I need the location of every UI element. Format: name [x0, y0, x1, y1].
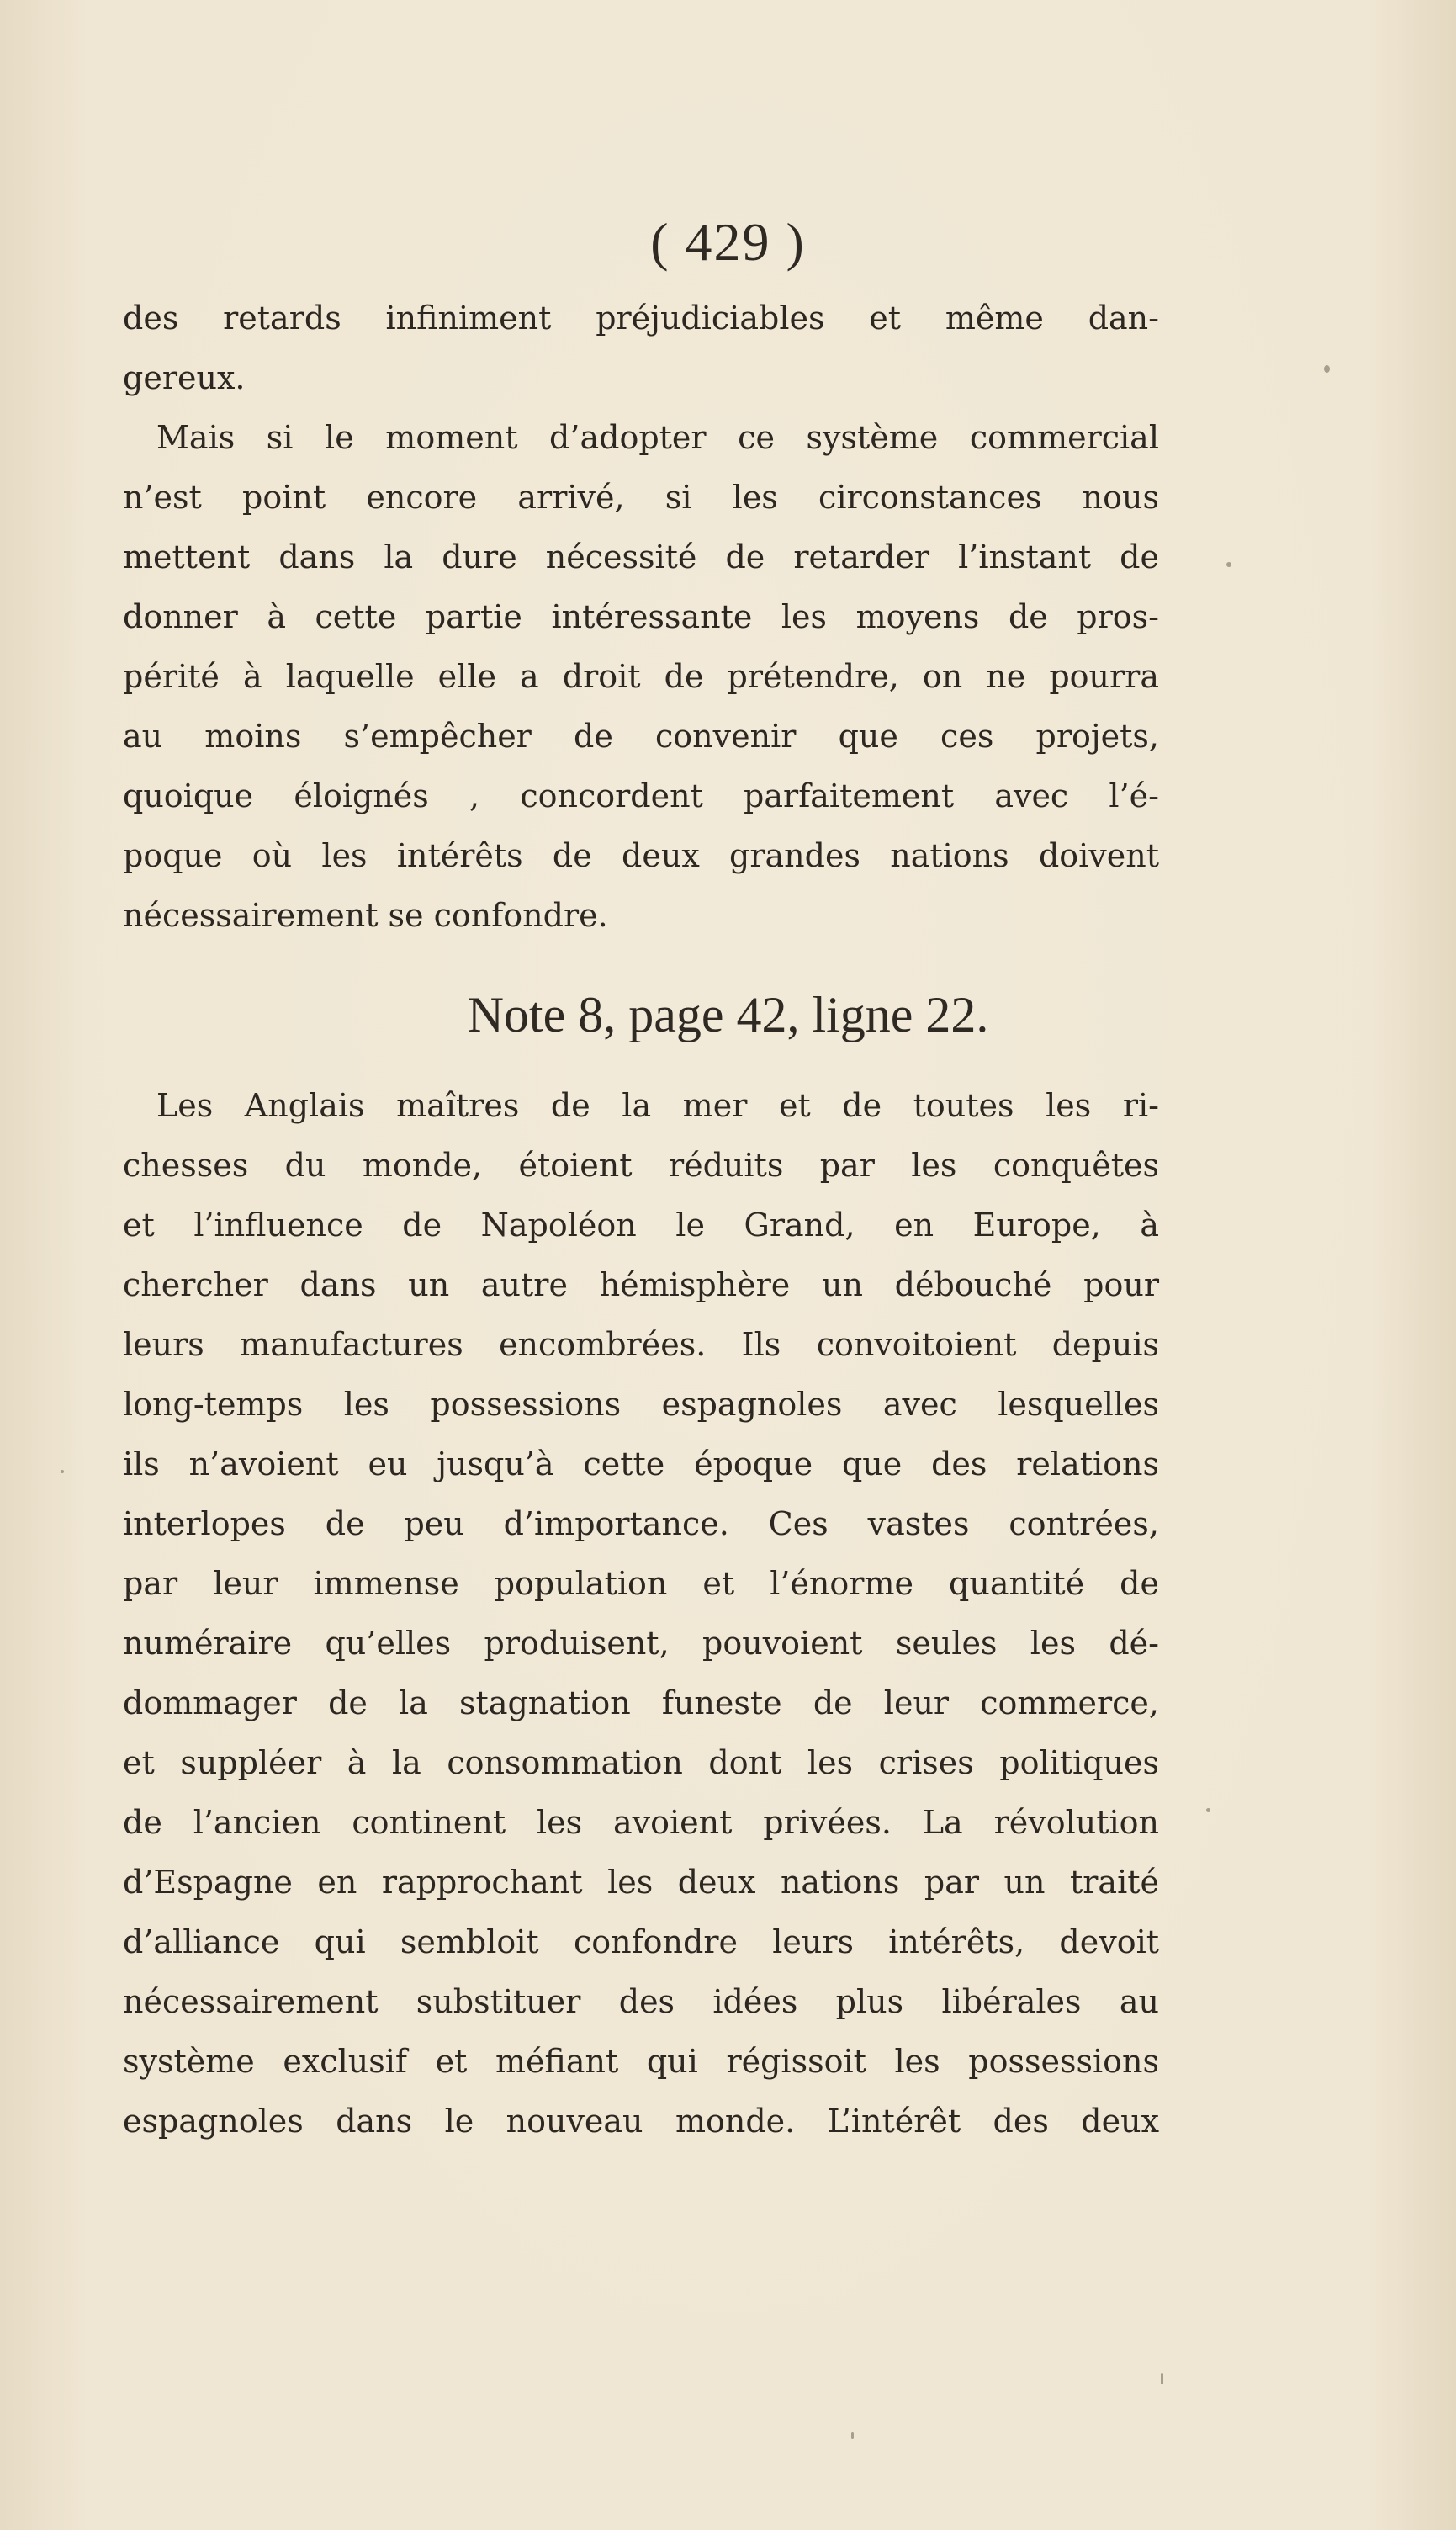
text-line: donner à cette partie intéressante les moyens de pros-: [123, 598, 1159, 635]
text-line: n’est point encore arrivé, si les circonstances nous: [123, 479, 1159, 516]
text-line: par leur immense population et l’énorme quantité de: [123, 1565, 1159, 1602]
text-line: espagnoles dans le nouveau monde. L’intérêt des deux: [123, 2103, 1159, 2140]
text-line: quoique éloignés , concordent parfaitement avec l’é-: [123, 777, 1159, 814]
text-line: ils n’avoient eu jusqu’à cette époque que des relations: [123, 1445, 1159, 1482]
text-line: Mais si le moment d’adopter ce système commercial: [156, 419, 1159, 456]
text-line: long-temps les possessions espagnoles avec lesquelles: [123, 1386, 1159, 1423]
text-line: de l’ancien continent les avoient privées. La révolution: [123, 1804, 1159, 1841]
paper-speck: [1324, 365, 1330, 373]
page-number: ( 429 ): [650, 212, 806, 272]
text-line: système exclusif et méfiant qui régissoit les possessions: [123, 2043, 1159, 2080]
paper-speck: [1161, 2373, 1163, 2384]
text-line: et suppléer à la consommation dont les crises politiques: [123, 1744, 1159, 1781]
text-line: des retards infiniment préjudiciables et même dan-: [123, 300, 1159, 337]
text-line: mettent dans la dure nécessité de retarder l’instant de: [123, 538, 1159, 575]
text-line: d’Espagne en rapprochant les deux nations par un traité: [123, 1864, 1159, 1901]
text-line: dommager de la stagnation funeste de leur commerce,: [123, 1684, 1159, 1721]
text-line: interlopes de peu d’importance. Ces vastes contrées,: [123, 1505, 1159, 1542]
paper-speck: [61, 1470, 64, 1473]
text-line: numéraire qu’elles produisent, pouvoient seules les dé-: [123, 1625, 1159, 1662]
paper-speck: [851, 2432, 854, 2439]
text-line: nécessairement substituer des idées plus libérales au: [123, 1983, 1159, 2020]
text-line: et l’influence de Napoléon le Grand, en Europe, à: [123, 1207, 1159, 1244]
paper-speck: [1206, 1808, 1210, 1812]
text-line: d’alliance qui sembloit confondre leurs intérêts, devoit: [123, 1923, 1159, 1960]
paper-speck: [1226, 562, 1231, 567]
note-heading: Note 8, page 42, ligne 22.: [467, 987, 989, 1042]
text-line: nécessairement se confondre.: [123, 897, 608, 934]
text-line: chesses du monde, étoient réduits par les conquêtes: [123, 1147, 1159, 1184]
text-line: gereux.: [123, 359, 246, 396]
text-line: Les Anglais maîtres de la mer et de toutes les ri-: [156, 1087, 1159, 1124]
text-line: poque où les intérêts de deux grandes nations doivent: [123, 837, 1159, 874]
text-line: leurs manufactures encombrées. Ils convoitoient depuis: [123, 1326, 1159, 1363]
text-line: chercher dans un autre hémisphère un débouché pour: [123, 1266, 1159, 1303]
text-line: au moins s’empêcher de convenir que ces projets,: [123, 718, 1159, 755]
text-line: périté à laquelle elle a droit de prétendre, on ne pourra: [123, 658, 1159, 695]
